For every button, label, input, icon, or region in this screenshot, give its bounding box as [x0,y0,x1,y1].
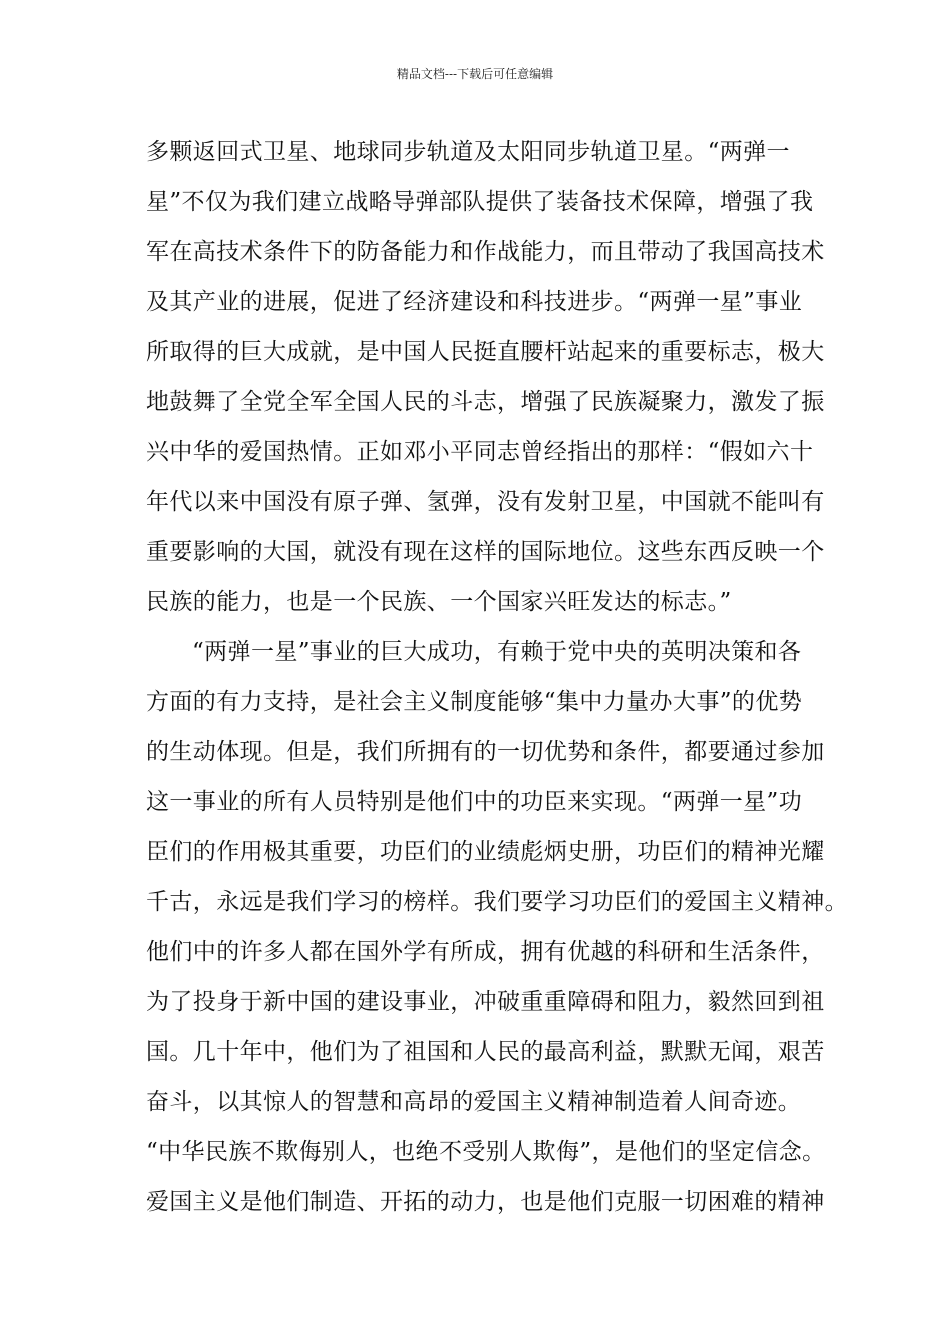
text-line: 的生动体现。但是，我们所拥有的一切优势和条件，都要通过参加 [146,739,825,765]
text-line: 星”不仅为我们建立战略导弹部队提供了装备技术保障，增强了我 [146,189,814,215]
text-line: 民族的能力，也是一个民族、一个国家兴旺发达的标志。” [146,589,732,615]
text-line: 爱国主义是他们制造、开拓的动力，也是他们克服一切困难的精神 [146,1189,825,1215]
text-line: 他们中的许多人都在国外学有所成，拥有优越的科研和生活条件， [146,939,825,965]
document-body [146,127,848,1227]
text-line: 兴中华的爱国热情。正如邓小平同志曾经指出的那样：“假如六十 [146,439,814,465]
text-line: 千古，永远是我们学习的榜样。我们要学习功臣们的爱国主义精神。 [146,889,848,915]
text-line: 重要影响的大国，就没有现在这样的国际地位。这些东西反映一个 [146,539,825,565]
text-line: 这一事业的所有人员特别是他们中的功臣来实现。“两弹一星”功 [146,789,803,815]
text-line: 国。几十年中，他们为了祖国和人民的最高利益，默默无闻，艰苦 [146,1039,825,1065]
text-line: 方面的有力支持，是社会主义制度能够“集中力量办大事”的优势 [146,689,803,715]
text-line: 多颗返回式卫星、地球同步轨道及太阳同步轨道卫星。“两弹一 [146,139,790,165]
text-line: “中华民族不欺侮别人，也绝不受别人欺侮”，是他们的坚定信念。 [146,1139,826,1165]
text-line: 及其产业的进展，促进了经济建设和科技进步。“两弹一星”事业 [146,289,803,315]
text-line: 臣们的作用极其重要，功臣们的业绩彪炳史册，功臣们的精神光耀 [146,839,825,865]
page-header: 精品文档---下载后可任意编辑 [396,67,554,81]
text-line: 军在高技术条件下的防备能力和作战能力，而且带动了我国高技术 [146,239,825,265]
text-line: 地鼓舞了全党全军全国人民的斗志，增强了民族凝聚力，激发了振 [146,389,825,415]
text-line: 年代以来中国没有原子弹、氢弹，没有发射卫星，中国就不能叫有 [146,489,825,515]
paragraph-first-line: “两弹一星”事业的巨大成功，有赖于党中央的英明决策和各 [192,639,802,665]
text-line: 奋斗，以其惊人的智慧和高昂的爱国主义精神制造着人间奇迹。 [146,1089,802,1115]
text-line: 为了投身于新中国的建设事业，冲破重重障碍和阻力，毅然回到祖 [146,989,825,1015]
text-line: 所取得的巨大成就，是中国人民挺直腰杆站起来的重要标志，极大 [146,339,825,365]
